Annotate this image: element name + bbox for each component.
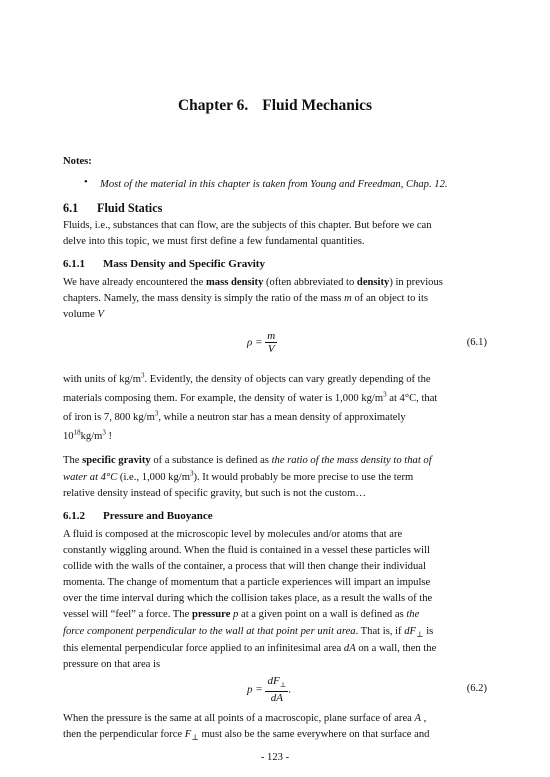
chapter-title [0, 97, 550, 115]
paragraph-line [63, 293, 487, 304]
equation-lhs: p = [247, 683, 263, 696]
numerator [265, 675, 288, 692]
text-run: on a wall, then the [355, 643, 437, 654]
subscript: ⊥ [191, 733, 199, 743]
text-run: . That is, if [355, 626, 405, 637]
text-run: We have already encountered the [63, 277, 206, 288]
term-pressure: pressure [191, 609, 231, 620]
text-run: 10 [63, 431, 74, 442]
term-specific-gravity: specific gravity [82, 455, 151, 466]
section-title: Pressure and Buoyance [103, 510, 213, 522]
section-number: 6.1.1 [63, 258, 85, 270]
paragraph-line [63, 609, 487, 620]
text-run: (i.e., 1,000 kg/m [117, 472, 190, 483]
text-run: materials composing them. For example, the density of water is 1,000 kg/m [63, 393, 384, 404]
punctuation: . [288, 683, 292, 696]
numerator: m [267, 330, 276, 342]
section-title: Fluid Statics [97, 201, 163, 215]
paragraph-line: constantly wiggling around. When the fluid is contained in a vessel these particles will [63, 545, 430, 556]
paragraph-line [63, 729, 487, 742]
fraction [265, 675, 288, 704]
text-run: When the pressure is the same at all points of a macroscopic, plane surface of area [63, 713, 415, 724]
text-run: then the perpendicular force [63, 729, 185, 740]
text-run: with units of kg/m [63, 374, 141, 385]
paragraph-line: over the time interval during which the collision takes place, as a result the walls of the [63, 593, 433, 604]
text-run: vessel will “feel” a force. The [63, 609, 192, 620]
equation-number: (6.2) [466, 683, 487, 694]
paragraph-line: collide with the walls of the container, a process that will then change their individual [63, 561, 426, 572]
math-symbol: dA [343, 643, 356, 654]
chapter-name: Fluid Mechanics [262, 97, 373, 114]
equation-6-2 [247, 675, 291, 704]
paragraph-line: Fluids, i.e., substances that can flow, are the subjects of this chapter. But before we can [63, 220, 432, 231]
text-run: ). It would probably be more precise to use the term [193, 472, 414, 483]
section-6-1-1-heading [63, 258, 265, 270]
paragraph-line [63, 277, 487, 288]
denominator: dA [270, 692, 283, 705]
paragraph-line [63, 626, 487, 639]
bullet-mark: • [84, 177, 88, 188]
definition-text: the [406, 609, 420, 620]
superscript: 18 [73, 428, 81, 437]
equation-number: (6.1) [466, 337, 487, 348]
paragraph-line [63, 455, 487, 466]
fraction [265, 330, 277, 355]
text-run: , while a neutron star has a mean density of approximately [158, 412, 406, 423]
term-mass-density: mass density [205, 277, 264, 288]
subscript: ⊥ [279, 681, 287, 690]
notes-item: Most of the material in this chapter is taken from Young and Freedman, Chap. 12. [100, 179, 448, 190]
section-6-1-heading [63, 201, 162, 216]
math-symbol: A [414, 713, 421, 724]
math-symbol: m [344, 293, 352, 304]
text-run: kg/m [80, 431, 103, 442]
superscript: 3 [189, 469, 194, 478]
text-run: ) in previous [389, 277, 443, 288]
notes-label: Notes: [63, 156, 92, 167]
text-run: this elemental perpendicular force applied to an infinitesimal area [63, 643, 344, 654]
text-run: ! [105, 431, 113, 442]
section-title: Mass Density and Specific Gravity [103, 258, 265, 270]
text-run: chapters. Namely, the mass density is simply the ratio of the mass [63, 293, 345, 304]
subscript: ⊥ [416, 630, 424, 640]
paragraph-line [63, 469, 487, 483]
math-symbol: dF [267, 675, 280, 687]
paragraph-line: pressure on that area is [63, 659, 161, 670]
text-run: of iron is 7, 800 kg/m [63, 412, 155, 423]
superscript: 3 [140, 371, 145, 380]
superscript: 3 [154, 409, 159, 418]
definition-text: the ratio of the mass density to that of [271, 455, 432, 466]
text-run: at a given point on a wall is defined as [241, 609, 407, 620]
math-symbol: F [184, 729, 192, 740]
text-run: at 4°C, that [386, 393, 438, 404]
paragraph-line [63, 390, 487, 404]
section-6-1-2-heading [63, 510, 213, 522]
text-run: . Evidently, the density of objects can vary greatly depending of the [144, 374, 431, 385]
math-symbol: p [230, 609, 241, 620]
text-run: must also be the same everywhere on that surface and [198, 729, 430, 740]
text-run: (often abbreviated to [263, 277, 357, 288]
text-run: is [423, 626, 434, 637]
term-density: density [356, 277, 390, 288]
paragraph-line: delve into this topic, we must first define a few fundamental quantities. [63, 236, 365, 247]
equation-lhs: ρ = [247, 336, 263, 349]
paragraph-line [63, 428, 487, 442]
section-number: 6.1 [63, 201, 79, 215]
text-run: The [63, 455, 83, 466]
superscript: 3 [383, 390, 387, 399]
paragraph-line [63, 643, 487, 654]
page-number: - 123 - [260, 752, 290, 763]
text-run: of an object to its [351, 293, 429, 304]
definition-text: force component perpendicular to the wall at that point per unit area [63, 626, 356, 637]
paragraph-line [63, 409, 487, 423]
text-run: volume [63, 309, 98, 320]
paragraph-line [63, 713, 487, 724]
paragraph-line: relative density instead of specific gravity, but such is not the custom… [63, 488, 366, 499]
math-symbol: dF [404, 626, 417, 637]
paragraph-line [63, 309, 487, 320]
superscript: 3 [102, 428, 106, 437]
denominator: V [267, 343, 275, 355]
text-run: , [421, 713, 427, 724]
text-run: of a substance is defined as [150, 455, 272, 466]
equation-6-1 [247, 330, 277, 355]
chapter-number: Chapter 6. [177, 97, 249, 114]
paragraph-line: momenta. The change of momentum that a particle experiences will impart an impulse [63, 577, 431, 588]
definition-text: water at 4°C [63, 472, 118, 483]
math-symbol: V [97, 309, 104, 320]
section-number: 6.1.2 [63, 510, 85, 522]
paragraph-line: A fluid is composed at the microscopic level by molecules and/or atoms that are [63, 529, 403, 540]
paragraph-line [63, 371, 487, 385]
